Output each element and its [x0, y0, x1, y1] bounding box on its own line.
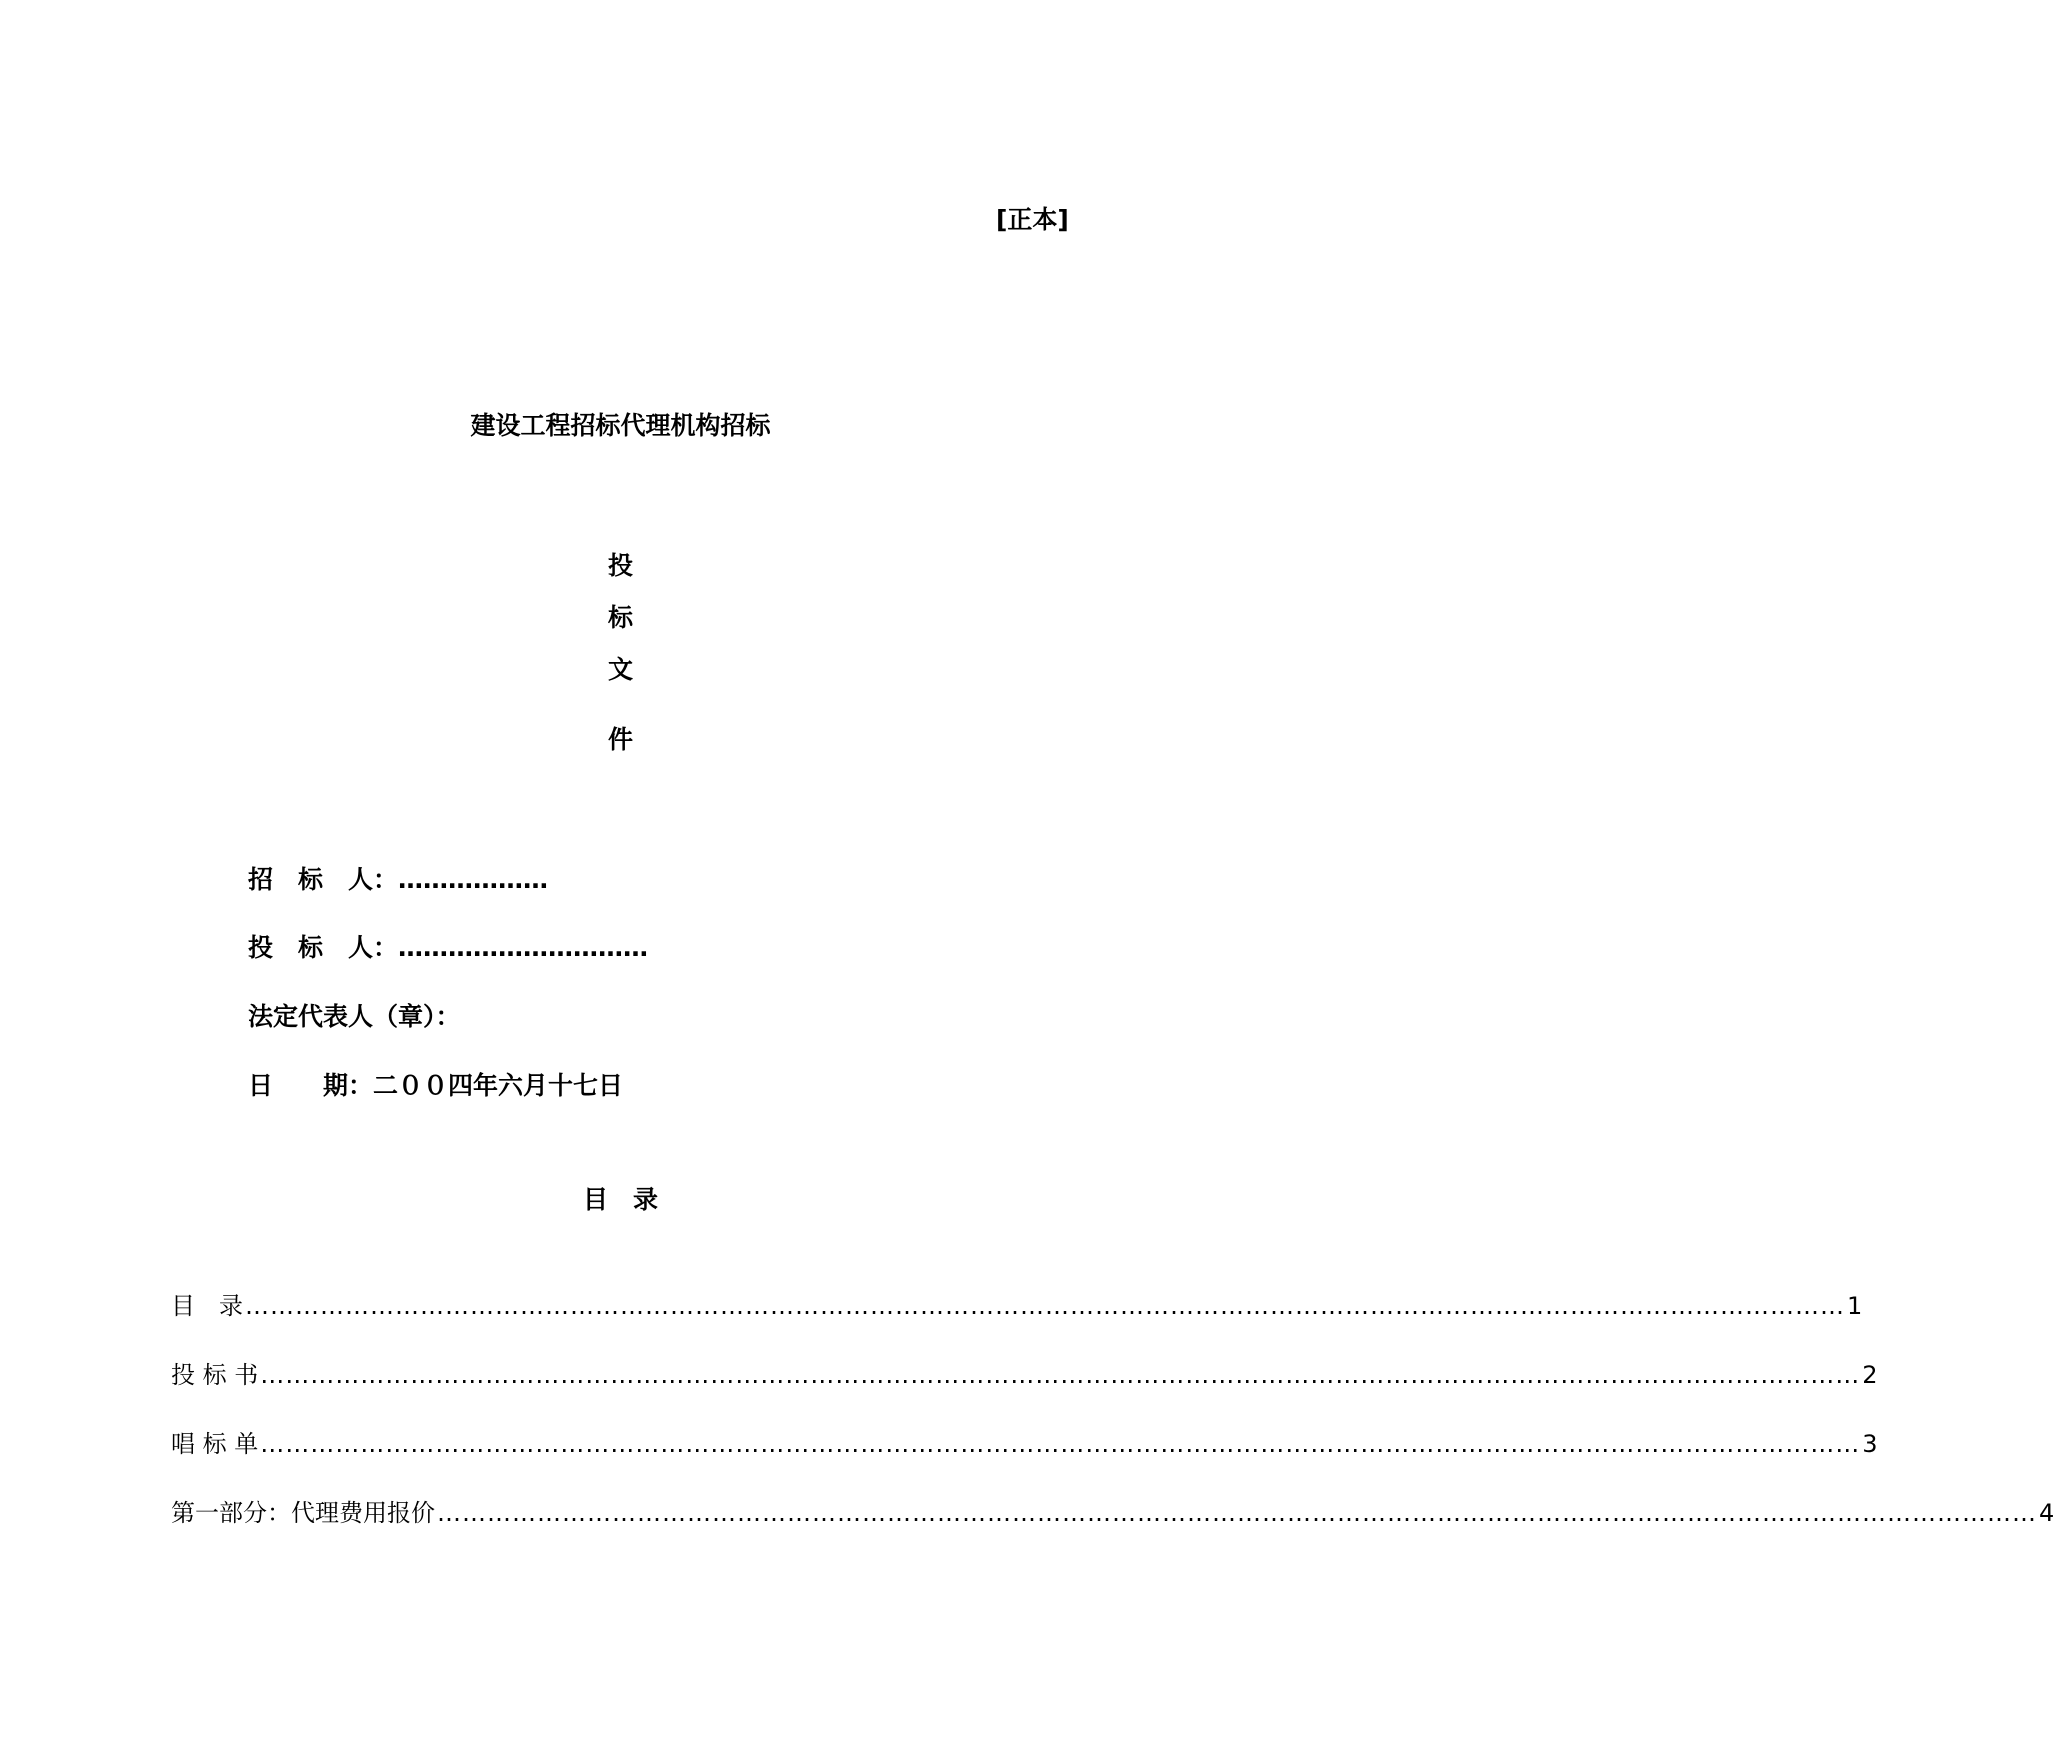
toc-entry-page: 3 — [1862, 1430, 1878, 1458]
toc-entry[interactable] — [171, 1355, 1878, 1389]
field-label: 招 标 人： — [248, 865, 399, 894]
field-legal-rep — [248, 997, 461, 1033]
toc-entry-title: 唱 标 单 — [171, 1430, 259, 1458]
field-value: ………………………… — [398, 933, 649, 962]
field-tenderer — [248, 860, 548, 896]
toc-entry-page: 2 — [1862, 1361, 1878, 1389]
field-value: 二００四年六月十七日 — [373, 1071, 624, 1100]
vertical-title-char: 件 — [607, 725, 633, 754]
toc-entry-title: 投 标 书 — [171, 1361, 259, 1389]
vertical-title-char: 标 — [607, 603, 633, 632]
toc-leader: ………………………………………………………………………………………………………………………………………………………………………… — [437, 1499, 2037, 1527]
toc-leader: ………………………………………………………………………………………………………………………………………………………………………… — [260, 1361, 1861, 1389]
original-copy-badge: [正本] — [996, 205, 1069, 234]
field-label: 投 标 人： — [248, 933, 399, 962]
toc-leader: ………………………………………………………………………………………………………………………………………………………………………… — [260, 1430, 1861, 1458]
toc-heading: 目 录 — [582, 1185, 658, 1214]
vertical-title-char: 文 — [607, 655, 633, 684]
field-date — [248, 1066, 623, 1102]
toc-entry-page: 1 — [1847, 1292, 1863, 1320]
toc-entry[interactable] — [171, 1493, 2054, 1527]
vertical-title-char: 投 — [607, 551, 633, 580]
field-value: ……………… — [398, 865, 549, 894]
toc-leader: ………………………………………………………………………………………………………………………………………………………………………… — [245, 1292, 1845, 1320]
field-label: 日 期： — [248, 1071, 374, 1100]
field-label: 法定代表人（章）： — [248, 1002, 461, 1031]
toc-entry-title: 第一部分：代理费用报价 — [171, 1499, 435, 1527]
document-title: 建设工程招标代理机构招标 — [470, 411, 771, 440]
toc-entry[interactable] — [171, 1424, 1878, 1458]
toc-entry-page: 4 — [2039, 1499, 2054, 1527]
toc-entry-title: 目 录 — [171, 1292, 243, 1320]
toc-entry[interactable] — [171, 1286, 1863, 1320]
field-bidder — [248, 928, 648, 964]
